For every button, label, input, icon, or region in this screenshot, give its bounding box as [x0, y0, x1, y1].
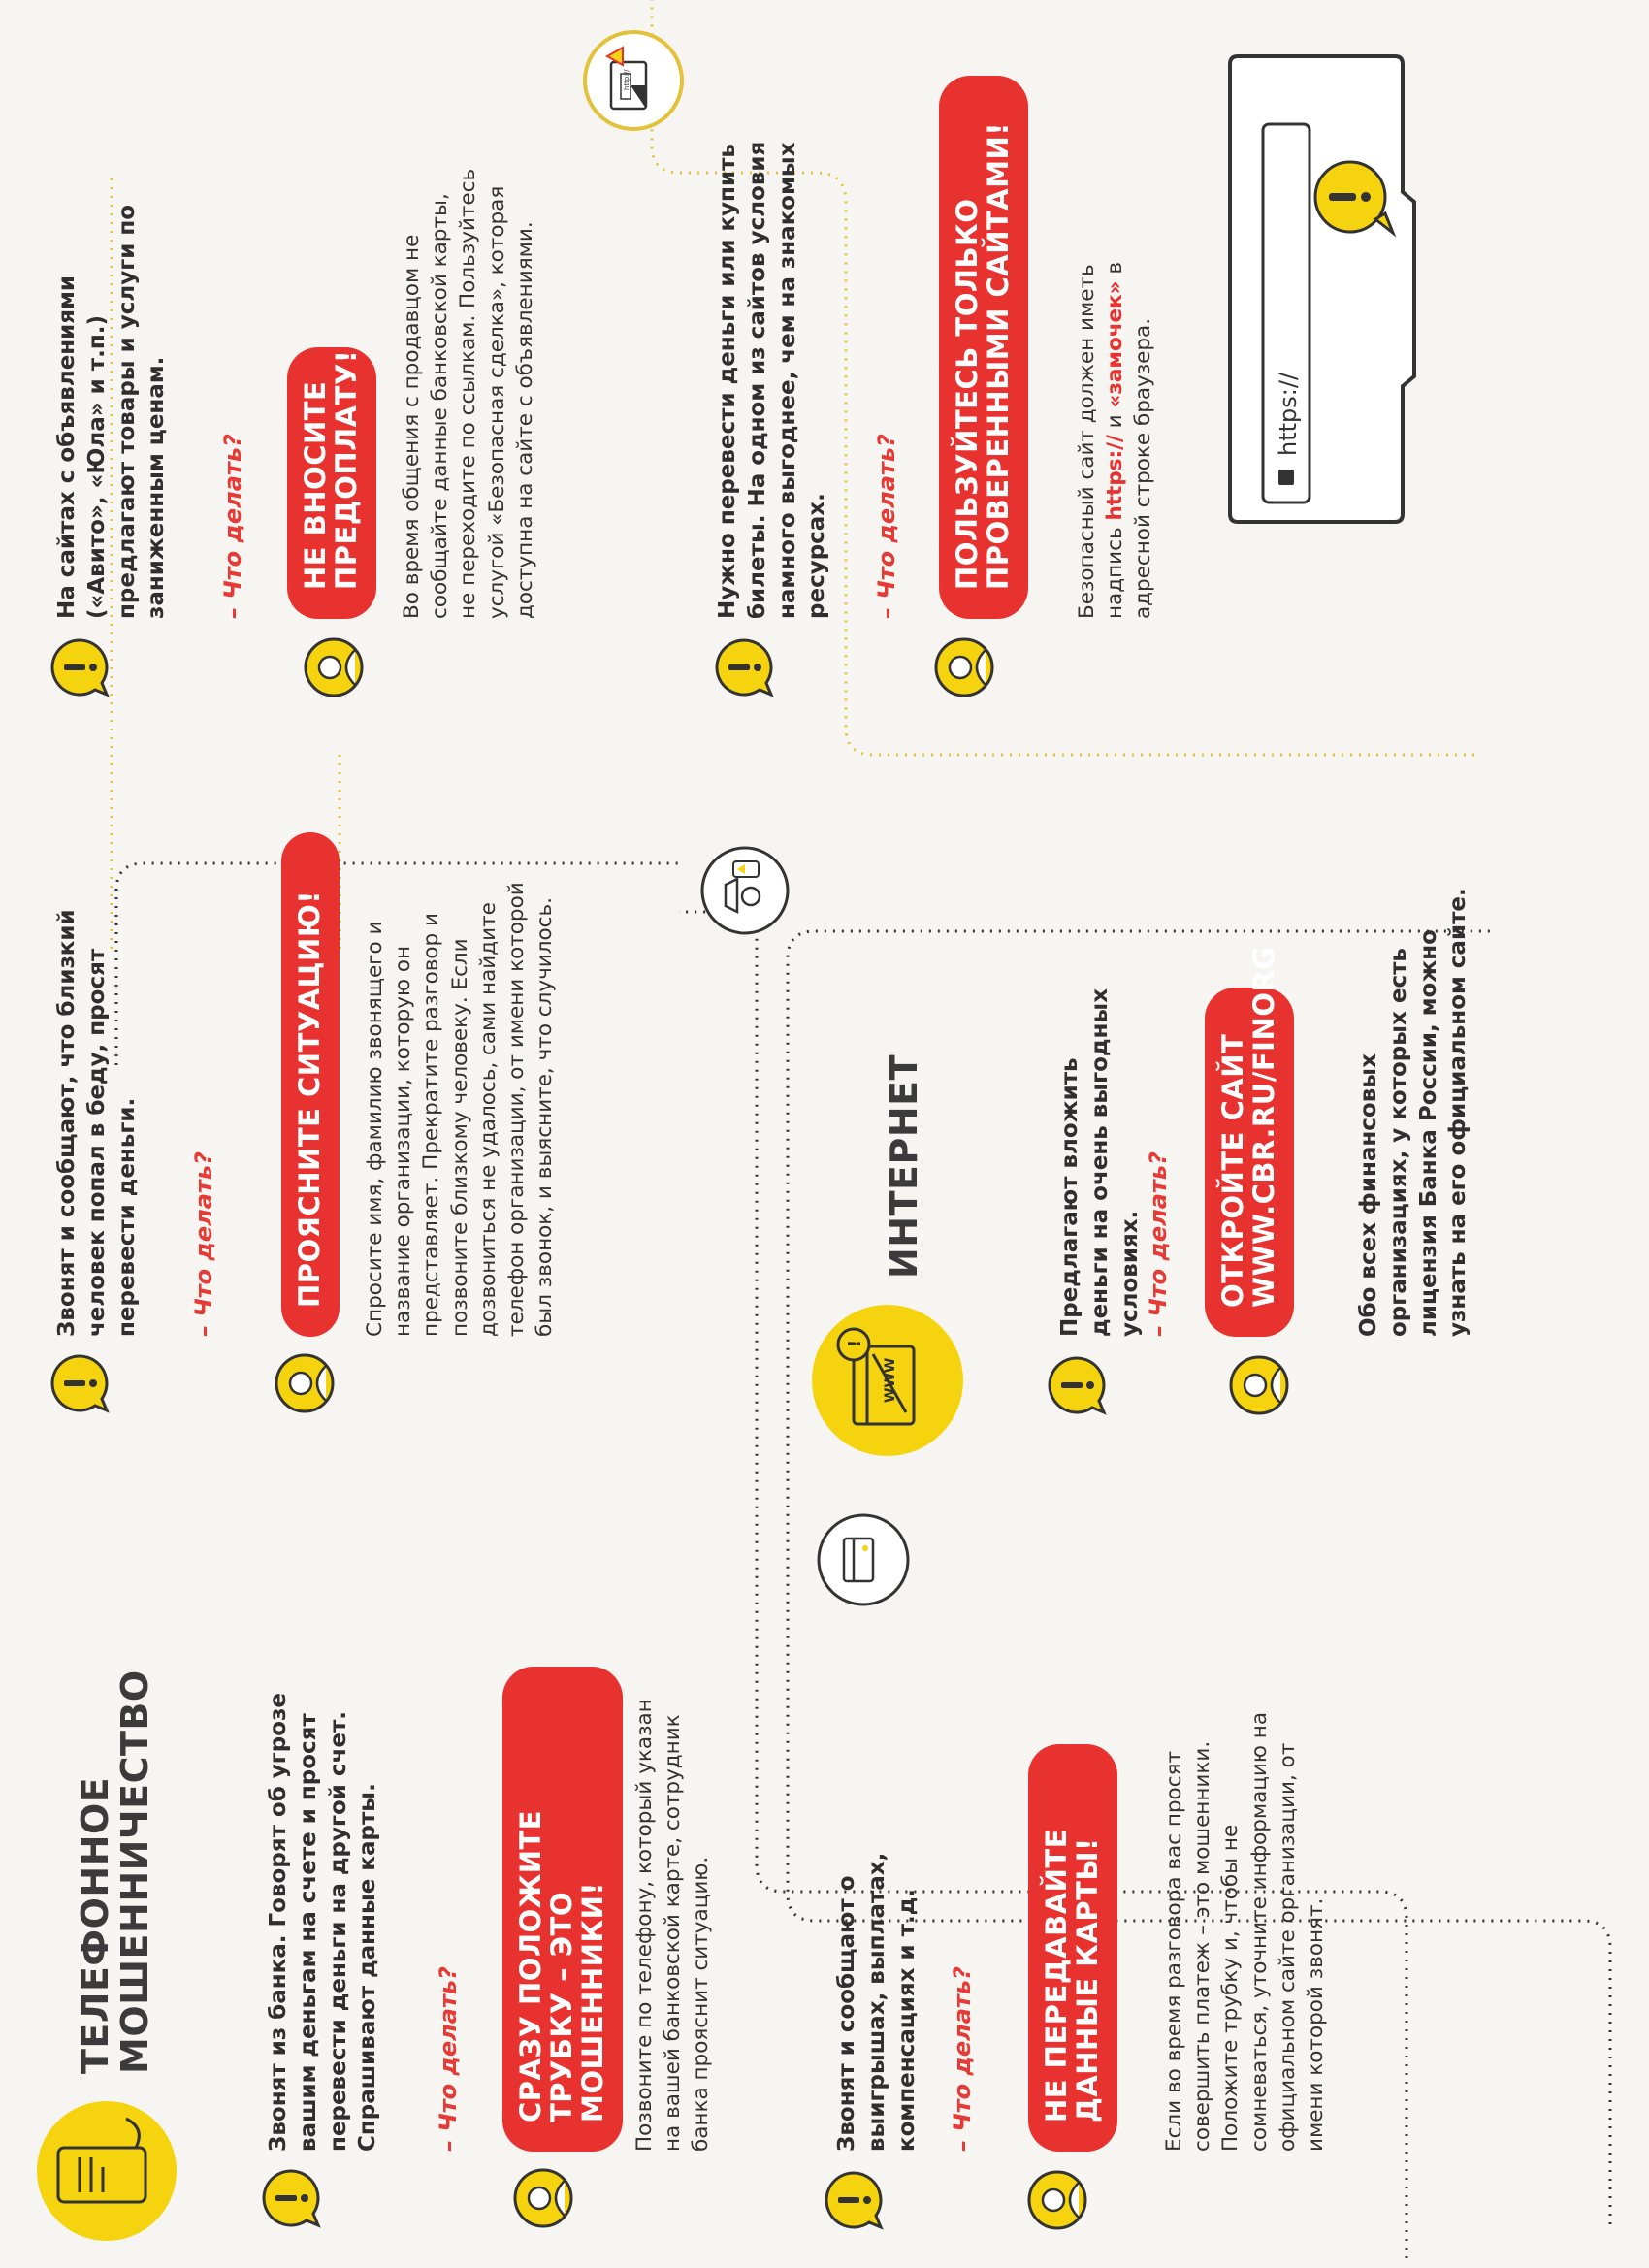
warning-icon: [1046, 1354, 1108, 1416]
invest-what-to-do: – Что делать?: [1145, 1151, 1172, 1337]
tickets-advice: [1073, 192, 1158, 619]
ads-advice: Во время общения с продавцом не сообщайте данные банковской карты, не переходите по ссылкам. Пользуйтесь услугой «Безопасная сделка», которая доступна на сайте с объявлениями.: [400, 168, 537, 619]
invest-situation: Предлагают вложить деньги на очень выгодных условиях.: [1057, 988, 1143, 1337]
advice-text: в адресной строке браузера.: [1103, 261, 1156, 619]
prize-situation: Звонят и сообщают о выигрышах, выплатах, компенсациях и т.д.: [834, 1852, 920, 2152]
invest-advice: Обо всех финансовых организациях, у которых есть лицензия Банка России, можно узнать на его официальном сайте.: [1356, 888, 1471, 1337]
relative-situation: Звонят и сообщают, что близкий человек попал в беду, просят перевести деньги.: [54, 909, 140, 1337]
warning-icon: [713, 636, 775, 698]
internet-section-title: ИНТЕРНЕТ: [883, 1053, 925, 1279]
advice-text: и: [1103, 414, 1128, 429]
warning-icon: [48, 636, 111, 698]
advice-text: Безопасный сайт должен иметь надпись: [1075, 264, 1128, 619]
warning-icon: [48, 1352, 111, 1414]
warning-icon: [260, 2167, 322, 2229]
www-icon-text: WWW: [883, 1357, 898, 1403]
lock-highlight: «замочек»: [1103, 280, 1128, 408]
user-avatar-icon: [933, 636, 995, 698]
tickets-what-to-do: – Что делать?: [873, 434, 900, 619]
bank-what-to-do: – Что делать?: [435, 1966, 462, 2152]
user-avatar-icon: [274, 1352, 336, 1414]
prize-action-pill: НЕ ПЕРЕДАВАЙТЕ ДАННЫЕ КАРТЫ!: [1028, 1744, 1117, 2152]
user-avatar-icon: [1026, 2169, 1088, 2231]
phone-title-line2: МОШЕННИЧЕСТВО: [113, 1669, 157, 2074]
computer-warning-icon: [580, 27, 687, 134]
ads-what-to-do: – Что делать?: [219, 434, 246, 619]
card-icon: [815, 1511, 912, 1608]
svg-text:!: !: [845, 1339, 865, 1347]
phone-section-title: [76, 1669, 155, 2074]
relative-advice: Спросите имя, фамилию звонящего и название организации, которую он представляет. Прекратите разговор и позвоните близкому человеку. Если дозвониться не удалось, сами найдите телефон организации, от имени которой был звонок, и выясните, что случилось.: [363, 882, 558, 1337]
prize-advice: Если во время разговора вас просят совершить платеж – это мошенники. Положите трубку и, чтобы не сомневаться, уточните информацию на официальном сайте организации, от имени которой звонят.: [1162, 1711, 1329, 2152]
relative-action-pill: ПРОЯСНИТЕ СИТУАЦИЮ!: [281, 832, 340, 1337]
phone-section-icon: [29, 2093, 184, 2249]
browser-address-text: https://: [1275, 372, 1302, 456]
relative-what-to-do: – Что делать?: [190, 1151, 217, 1337]
bank-action-pill: СРАЗУ ПОЛОЖИТЕ ТРУБКУ – ЭТО МОШЕННИКИ!: [502, 1667, 623, 2152]
bank-situation: Звонят из банка. Говорят об угрозе вашим деньгам на счете и просят перевести деньги на другой счет. Спрашивают данные карты.: [266, 1692, 381, 2152]
browser-illustration: [1224, 47, 1447, 532]
tickets-situation: Нужно перевести деньги или купить билеты. На одном из сайтов условия намного выгоднее, чем на знакомых ресурсах.: [715, 141, 830, 619]
https-highlight: https://: [1103, 435, 1128, 521]
bank-advice: Позвоните по телефону, который указан на вашей банковской карте, сотрудник банка прояснит ситуацию.: [632, 1699, 714, 2152]
warning-icon: [823, 2169, 885, 2231]
phone-title-line1: ТЕЛЕФОННОЕ: [74, 1776, 116, 2074]
user-avatar-icon: [512, 2167, 574, 2229]
invest-action-pill: ОТКРОЙТЕ САЙТ WWW.CBR.RU/FINORG: [1205, 988, 1294, 1337]
prize-what-to-do: – Что делать?: [949, 1966, 976, 2152]
tickets-action-pill: ПОЛЬЗУЙТЕСЬ ТОЛЬКО ПРОВЕРЕННЫМИ САЙТАМИ!: [939, 76, 1028, 619]
spy-icon: [698, 844, 792, 937]
ads-action-pill: НЕ ВНОСИТЕ ПРЕДОПЛАТУ!: [287, 347, 376, 619]
http-icon-text: http://: [623, 69, 630, 90]
ads-situation: На сайтах с объявлениями («Авито», «Юла» и т.п.) предлагают товары и услуги по заниженным ценам.: [54, 204, 170, 619]
internet-section-icon: [805, 1298, 970, 1463]
user-avatar-icon: [303, 636, 365, 698]
user-avatar-icon: [1228, 1354, 1290, 1416]
